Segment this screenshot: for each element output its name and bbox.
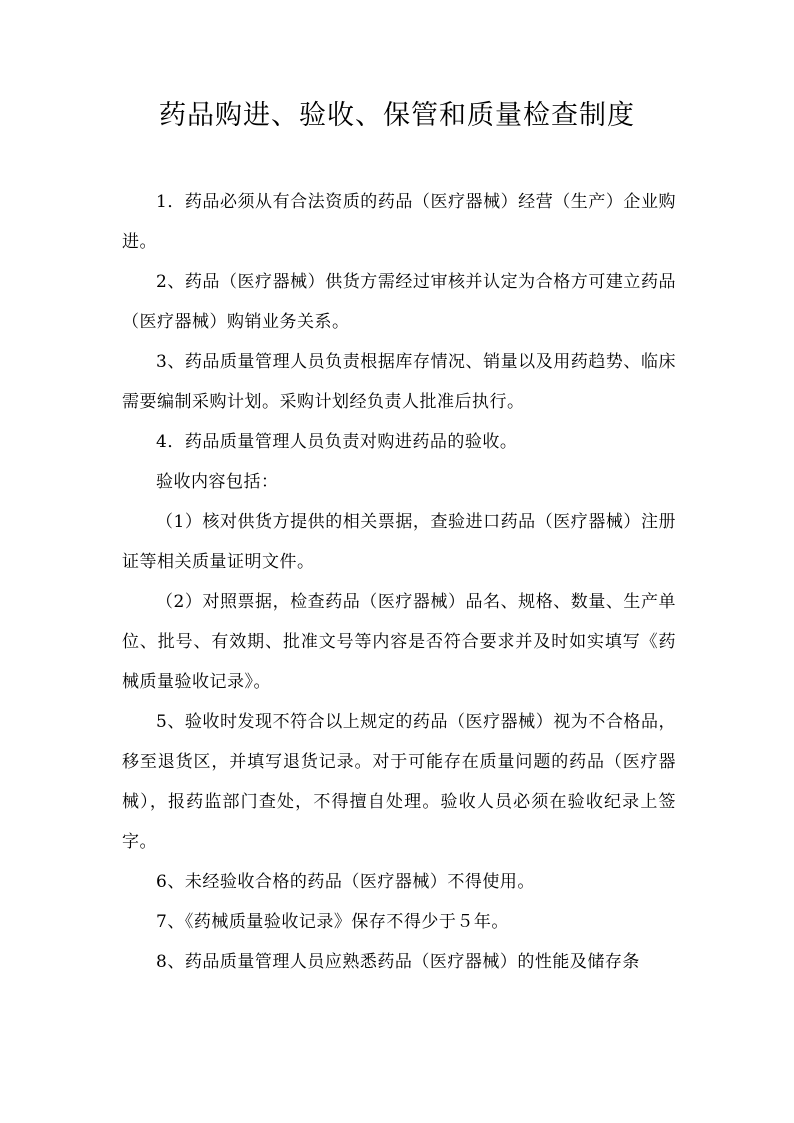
paragraph-2: 2、药品（医疗器械）供货方需经过审核并认定为合格方可建立药品（医疗器械）购销业务关系。: [122, 272, 676, 332]
document-title: 药品购进、验收、保管和质量检查制度: [159, 100, 635, 131]
paragraph-7: 7、《药械质量验收记录》保存不得少于５年。: [156, 912, 509, 932]
inspection-item-1: （1）核对供货方提供的相关票据，查验进口药品（医疗器械）注册证等相关质量证明文件。: [122, 512, 676, 572]
inspection-item-2: （2）对照票据，检查药品（医疗器械）品名、规格、数量、生产单位、批号、有效期、批准文号等内容是否符合要求并及时如实填写《药械质量验收记录》。: [122, 592, 676, 692]
document-body: [122, 182, 676, 982]
paragraph-4: 4．药品质量管理人员负责对购进药品的验收。: [156, 432, 518, 452]
inspection-contents-heading: 验收内容包括：: [156, 472, 279, 492]
paragraph-6: 6、未经验收合格的药品（医疗器械）不得使用。: [156, 872, 535, 892]
paragraph-1: 1．药品必须从有合法资质的药品（医疗器械）经营（生产）企业购进。: [122, 192, 676, 252]
paragraph-5: 5、验收时发现不符合以上规定的药品（医疗器械）视为不合格品，移至退货区，并填写退货记录。对于可能存在质量问题的药品（医疗器械），报药监部门查处，不得擅自处理。验收人员必须在验收纪录上签字。: [122, 712, 676, 852]
paragraph-8: 8、药品质量管理人员应熟悉药品（医疗器械）的性能及储存条: [156, 952, 640, 972]
paragraph-3: 3、药品质量管理人员负责根据库存情况、销量以及用药趋势、临床需要编制采购计划。采购计划经负责人批准后执行。: [122, 352, 676, 412]
